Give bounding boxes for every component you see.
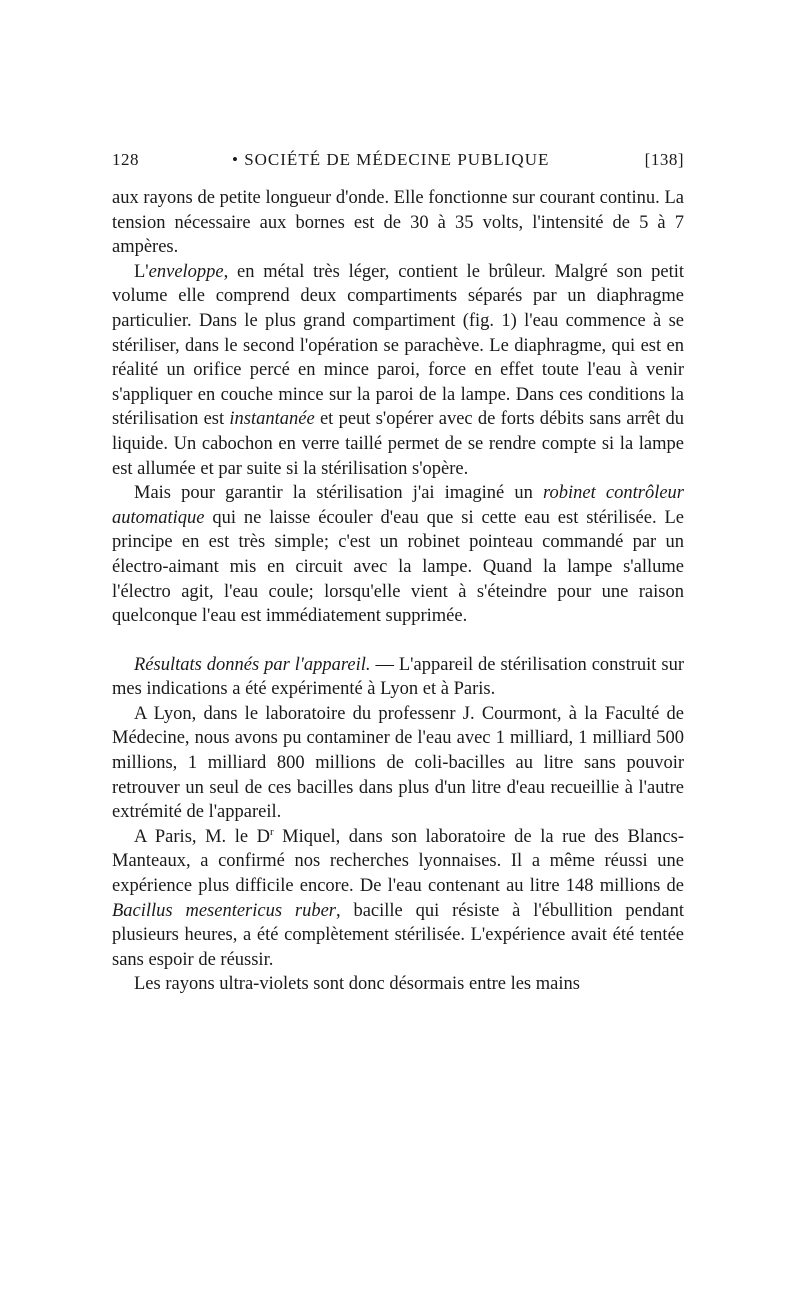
paragraph-6 (112, 825, 684, 973)
page-number: 128 (112, 150, 139, 169)
paragraph-1: aux rayons de petite longueur d'onde. Elle fonctionne sur courant continu. La tension nécessaire aux bornes est de 30 à 35 volts, l'intensité de 5 à 7 ampères. (112, 188, 684, 258)
text-run: L' (134, 261, 149, 282)
italic-term-enveloppe: enveloppe (148, 261, 224, 282)
page-reference: [138] (644, 150, 684, 169)
running-title: • SOCIÉTÉ DE MÉDECINE PUBLIQUE (232, 150, 550, 169)
superscript: r (269, 825, 274, 838)
text-run: qui ne laisse écouler d'eau que si cette eau est stérilisée. Le principe en est très simple; c'est un robinet pointeau commandé par un électro-aimant mis en circuit avec la lampe. Quand la lampe s'allume l'électro agit, l'eau coule; lorsqu'elle vient à s'éteindre pour une raison quelconque l'eau est immédiatement supprimée. (112, 507, 684, 627)
italic-term-robinet: robinet contrôleur automatique (112, 483, 684, 528)
text-run: Mais pour garantir la stérilisation j'ai imaginé un (134, 483, 544, 504)
italic-term-instantanee: instantanée (229, 409, 315, 430)
body-text (112, 186, 684, 997)
text-run: A Paris, M. le D (134, 826, 270, 847)
text-run: Miquel, dans son laboratoire de la rue des Blancs-Manteaux, a confirmé nos recherches lyonnaises. Il a même réussi une expérience plus difficile encore. De l'eau contenant au litre 148 millions de (112, 826, 684, 897)
paragraph-3 (112, 481, 684, 629)
italic-term-bacillus: Bacillus mesentericus ruber (112, 900, 336, 921)
text-run: , bacille qui résiste à l'ébullition pendant plusieurs heures, a été complètement stérilisée. L'expérience avait été tentée sans espoir de réussir. (112, 900, 684, 970)
section-title-resultats: Résultats donnés par l'appareil. (134, 654, 371, 675)
running-header (112, 150, 684, 174)
paragraph-2 (112, 260, 684, 481)
text-run: et peut s'opérer avec de forts débits sans arrêt du liquide. Un cabochon en verre taillé permet de se rendre compte si la lampe est allumée et par suite si la stérilisation s'opère. (112, 409, 685, 479)
paragraph-7: Les rayons ultra-violets sont donc désormais entre les mains (134, 974, 580, 995)
paragraph-4-section-heading (112, 653, 684, 702)
text-run: — L'appareil de stérilisation construit sur mes indications a été expérimenté à Lyon et à Paris. (112, 654, 684, 700)
book-page (112, 150, 684, 997)
text-run: , en métal très léger, contient le brûleur. Malgré son petit volume elle comprend deux compartiments séparés par un diaphragme particulier. Dans le plus grand compartiment (fig. 1) l'eau commence à se stériliser, dans le second l'opération se parachève. Le diaphragme, qui est en réalité un orifice percé en mince paroi, force en effet toute l'eau à venir s'appliquer en couche mince sur la paroi de la lampe. Dans ces conditions la stérilisation est (112, 261, 684, 430)
paragraph-5: A Lyon, dans le laboratoire du professenr J. Courmont, à la Faculté de Médecine, nous avons pu contaminer de l'eau avec 1 milliard, 1 milliard 500 millions, 1 milliard 800 millions de coli-bacilles au litre sans pouvoir retrouver un seul de ces bacilles dans plus d'un litre d'eau recueillie à l'autre extrémité de l'appareil. (112, 703, 684, 823)
